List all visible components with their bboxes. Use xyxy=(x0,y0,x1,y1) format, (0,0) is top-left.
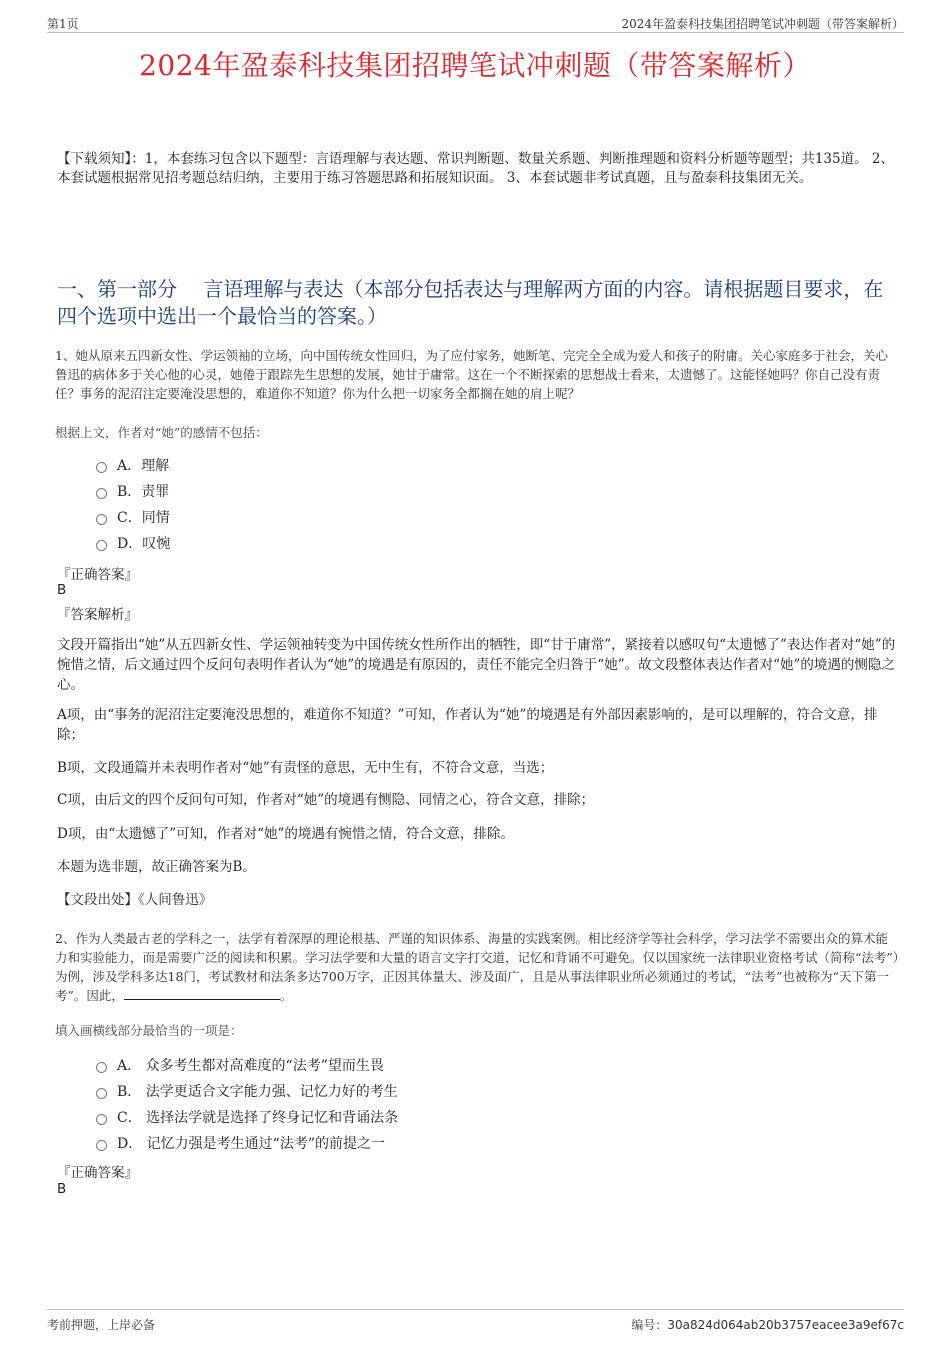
option-d[interactable] xyxy=(96,530,170,556)
page-header xyxy=(47,14,904,33)
radio-icon[interactable] xyxy=(96,514,107,525)
correct-answer-label: 『正确答案』 xyxy=(57,1165,138,1181)
option-b[interactable] xyxy=(96,1078,398,1104)
option-label: A．理解 xyxy=(117,458,170,474)
correct-answer: B xyxy=(57,582,67,598)
analysis-option-d: D项，由“太遗憾了”可知，作者对“她”的境遇有惋惜之情，符合文意，排除。 xyxy=(57,826,514,842)
source-note: 【文段出处】《人间鲁迅》 xyxy=(57,892,213,908)
option-label: D． 记忆力强是考生通过“法考”的前提之一 xyxy=(117,1136,385,1152)
footer-slogan: 考前押题，上岸必备 xyxy=(47,1318,156,1332)
question-1-options xyxy=(96,452,170,556)
option-label: D．叹惋 xyxy=(117,536,171,552)
footer-code xyxy=(631,1316,904,1333)
radio-icon[interactable] xyxy=(96,1140,107,1151)
document-title: 2024年盈泰科技集团招聘笔试冲刺题（带答案解析） xyxy=(139,49,811,82)
radio-icon[interactable] xyxy=(96,1062,107,1073)
option-a[interactable] xyxy=(96,1052,398,1078)
question-2-prompt: 填入画横线部分最恰当的一项是： xyxy=(55,1023,243,1038)
option-b[interactable] xyxy=(96,478,170,504)
option-label: B．责罪 xyxy=(117,484,170,500)
page-footer xyxy=(47,1309,904,1332)
analysis-option-a: A项，由“事务的泥沼注定要淹没思想的，难道你不知道？”可知，作者认为“她”的境遇是有外部因素影响的，是可以理解的，符合文意，排除； xyxy=(57,707,878,743)
option-c[interactable] xyxy=(96,504,170,530)
radio-icon[interactable] xyxy=(96,488,107,499)
option-d[interactable] xyxy=(96,1130,398,1156)
analysis-paragraph: 文段开篇指出“她”从五四新女性、学运领袖转变为中国传统女性所作出的牺牲，即“甘于庸常”，紧接着以感叹句“太遗憾了”表达作者对“她”的惋惜之情，后文通过四个反问句表明作者认为“她”的境遇是有原因的，责任不能完全归咎于“她”。故文段整体表达作者对“她”的境遇的恻隐之心。 xyxy=(57,637,896,693)
option-label: A． 众多考生都对高难度的“法考”望而生畏 xyxy=(117,1058,384,1074)
question-2-text xyxy=(55,929,900,1005)
correct-answer: B xyxy=(57,1181,67,1197)
option-label: B． 法学更适合文字能力强、记忆力好的考生 xyxy=(117,1084,398,1100)
question-2-body: 2、作为人类最古老的学科之一，法学有着深厚的理论根基、严谨的知识体系、海量的实践案例。相比经济学等社会科学，学习法学不需要出众的算术能力和实验能力，而是需要广泛的阅读和积累。学习法学要和大量的语言文字打交道，记忆和背诵不可避免。仅以国家统一法律职业资格考试（简称“法考”）为例，涉及学科多达18门，考试教材和法条多达700万字，正因其体量大、涉及面广，且是从事法律职业所必须通过的考试，“法考”也被称为“天下第一考”。因此， xyxy=(55,931,900,1003)
footer-code-value: 30a824d064ab20b3757eacee3a9ef67c xyxy=(667,1318,904,1332)
page-number: 第1页 xyxy=(47,17,79,31)
radio-icon[interactable] xyxy=(96,1114,107,1125)
radio-icon[interactable] xyxy=(96,540,107,551)
question-1-prompt: 根据上文，作者对“她”的感情不包括： xyxy=(55,425,268,440)
analysis-option-b: B项，文段通篇并未表明作者对“她”有责怪的意思，无中生有，不符合文意，当选； xyxy=(57,760,554,776)
radio-icon[interactable] xyxy=(96,462,107,473)
option-label: C． 选择法学就是选择了终身记忆和背诵法条 xyxy=(117,1110,399,1126)
download-notice: 【下载须知】：1，本套练习包含以下题型：言语理解与表达题、常识判断题、数量关系题、判断推理题和资料分析题等题型；共135道。 2、本套试题根据常见招考题总结归纳，主要用于练习答题思路和拓展知识面。 3、本套试题非考试真题，且与盈泰科技集团无关。 xyxy=(57,151,894,186)
option-c[interactable] xyxy=(96,1104,398,1130)
correct-answer-label: 『正确答案』 xyxy=(57,567,138,583)
footer-code-label: 编号： xyxy=(631,1318,668,1332)
option-label: C．同情 xyxy=(117,510,170,526)
fill-blank-line xyxy=(124,987,280,1000)
question-1-text: 1、她从原来五四新女性、学运领袖的立场，向中国传统女性回归，为了应付家务，她断笔、完完全全成为爱人和孩子的附庸。关心家庭多于社会，关心鲁迅的病体多于关心他的心灵，她倦于跟踪先生思想的发展，她甘于庸常。这在一个不断探索的思想战士看来，太遗憾了。这能怪她吗？你自己没有责任？事务的泥沼注定要淹没思想的，难道你不知道？你为什么把一切家务全都搁在她的肩上呢？ xyxy=(55,348,888,401)
radio-icon[interactable] xyxy=(96,1088,107,1099)
analysis-label: 『答案解析』 xyxy=(57,607,138,623)
question-2-options xyxy=(96,1052,398,1156)
analysis-option-c: C项，由后文的四个反问句可知，作者对“她”的境遇有恻隐、同情之心，符合文意，排除； xyxy=(57,792,595,808)
question-2-end: 。 xyxy=(279,988,293,1003)
option-a[interactable] xyxy=(96,452,170,478)
analysis-conclusion: 本题为选非题，故正确答案为B。 xyxy=(57,859,256,875)
section-heading: 一、第一部分 言语理解与表达（本部分包括表达与理解两方面的内容。请根据题目要求，在四个选项中选出一个最恰当的答案。） xyxy=(57,277,884,328)
header-doc-title: 2024年盈泰科技集团招聘笔试冲刺题（带答案解析） xyxy=(621,17,904,31)
